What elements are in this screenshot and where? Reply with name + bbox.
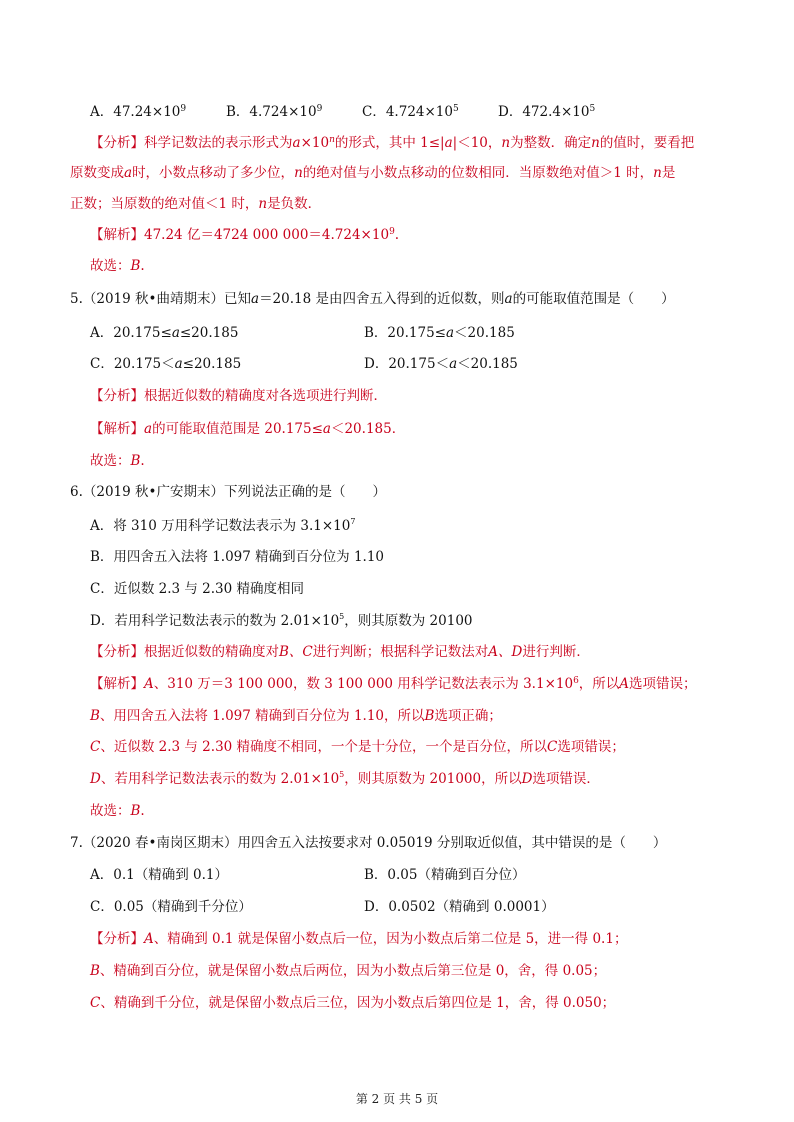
q7-option-a[interactable]: A．0.1（精确到 0.1） <box>90 867 228 883</box>
q6-analysis: 【分析】根据近似数的精确度对B、C进行判断；根据科学记数法对A、D进行判断． <box>90 644 590 660</box>
q4-analysis-line1: 【分析】科学记数法的表示形式为$a\times 10^n$的形式，其中 1≤|a|＜10，n为整数．确定n的值时，要看把 <box>90 135 695 151</box>
q5-option-c[interactable]: C．20.175＜a≤20.185 <box>90 356 242 372</box>
q7-option-d[interactable]: D．0.0502（精确到 0.0001） <box>364 899 555 915</box>
q5-answer: 故选：B. <box>90 453 145 469</box>
q5-option-d[interactable]: D．20.175＜a＜20.185 <box>364 356 518 372</box>
q4-solution: 【解析】47.24 亿＝4724 000 $000=4.724\times 10^9$. <box>90 227 400 243</box>
q4-analysis-line3: 正数；当原数的绝对值＜1 时，n是负数． <box>70 196 322 212</box>
q4-option-b[interactable]: B．$4.724\times 10^9$ <box>226 104 323 120</box>
q4-analysis-line2: 原数变成a时，小数点移动了多少位，n的绝对值与小数点移动的位数相同．当原数绝对值＞1 时，n是 <box>70 165 676 181</box>
q6-option-a[interactable]: A．将 310 万用科学记数法表示为 $3.1\times 10^7$ <box>90 517 356 534</box>
q6-option-d[interactable]: D．若用科学记数法表示的数为 $2.01\times 10^5$，则其原数为 20100 <box>90 612 473 629</box>
q6-solution-d: D、若用科学记数法表示的数为 $2.01\times 10^5$，则其原数为 201000，所以D选项错误． <box>90 770 600 787</box>
q6-option-c[interactable]: C．近似数 2.3 与 2.30 精确度相同 <box>90 581 305 597</box>
q5-option-a[interactable]: A．20.175≤a≤20.185 <box>90 325 239 341</box>
q6-stem: 6.（2019 秋•广安期末）下列说法正确的是（ ） <box>70 484 386 500</box>
q5-solution: 【解析】a的可能取值范围是 20.175≤a＜20.185． <box>90 421 406 437</box>
q7-analysis-b: B、精确到百分位，就是保留小数点后两位，因为小数点后第三位是 0，舍，得 0.05； <box>90 963 607 979</box>
q5-analysis: 【分析】根据近似数的精确度对各选项进行判断． <box>90 388 387 404</box>
q7-option-c[interactable]: C．0.05（精确到千分位） <box>90 899 252 915</box>
q6-solution-c: C、近似数 2.3 与 2.30 精确度不相同，一个是十分位，一个是百分位，所以C选项错误； <box>90 739 625 755</box>
q6-answer: 故选：B. <box>90 803 145 819</box>
page-footer: 第 2 页 共 5 页 <box>355 1092 439 1106</box>
q4-option-d[interactable]: D．$472.4\times 10^5$ <box>498 104 596 120</box>
q7-option-b[interactable]: B．0.05（精确到百分位） <box>364 867 526 883</box>
q4-option-c[interactable]: C．$4.724\times 10^5$ <box>362 104 459 120</box>
q6-option-b[interactable]: B．用四舍五入法将 1.097 精确到百分位为 1.10 <box>90 549 385 565</box>
q7-analysis-a: 【分析】A、精确到 0.1 就是保留小数点后一位，因为小数点后第二位是 5，进一得 0.1； <box>90 931 628 947</box>
q5-option-b[interactable]: B．20.175≤a＜20.185 <box>364 325 515 341</box>
q6-solution-a: 【解析】A、310 万＝3 100 000，数 3 100 000 用科学记数法表示为 $3.1\times 10^6$，所以A选项错误； <box>90 676 697 692</box>
q5-stem: 5.（2019 秋•曲靖期末）已知a＝20.18 是由四舍五入得到的近似数，则a的可能取值范围是（ ） <box>70 291 675 307</box>
q4-answer: 故选：B. <box>90 258 145 274</box>
q7-analysis-c: C、精确到千分位，就是保留小数点后三位，因为小数点后第四位是 1，舍，得 0.050； <box>90 995 616 1011</box>
q4-option-a[interactable]: A．$47.24\times 10^9$ <box>90 104 187 120</box>
q6-solution-b: B、用四舍五入法将 1.097 精确到百分位为 1.10，所以B选项正确； <box>90 708 502 724</box>
q7-stem: 7.（2020 春•南岗区期末）用四舍五入法按要求对 0.05019 分别取近似值，其中错误的是（ ） <box>70 835 667 851</box>
